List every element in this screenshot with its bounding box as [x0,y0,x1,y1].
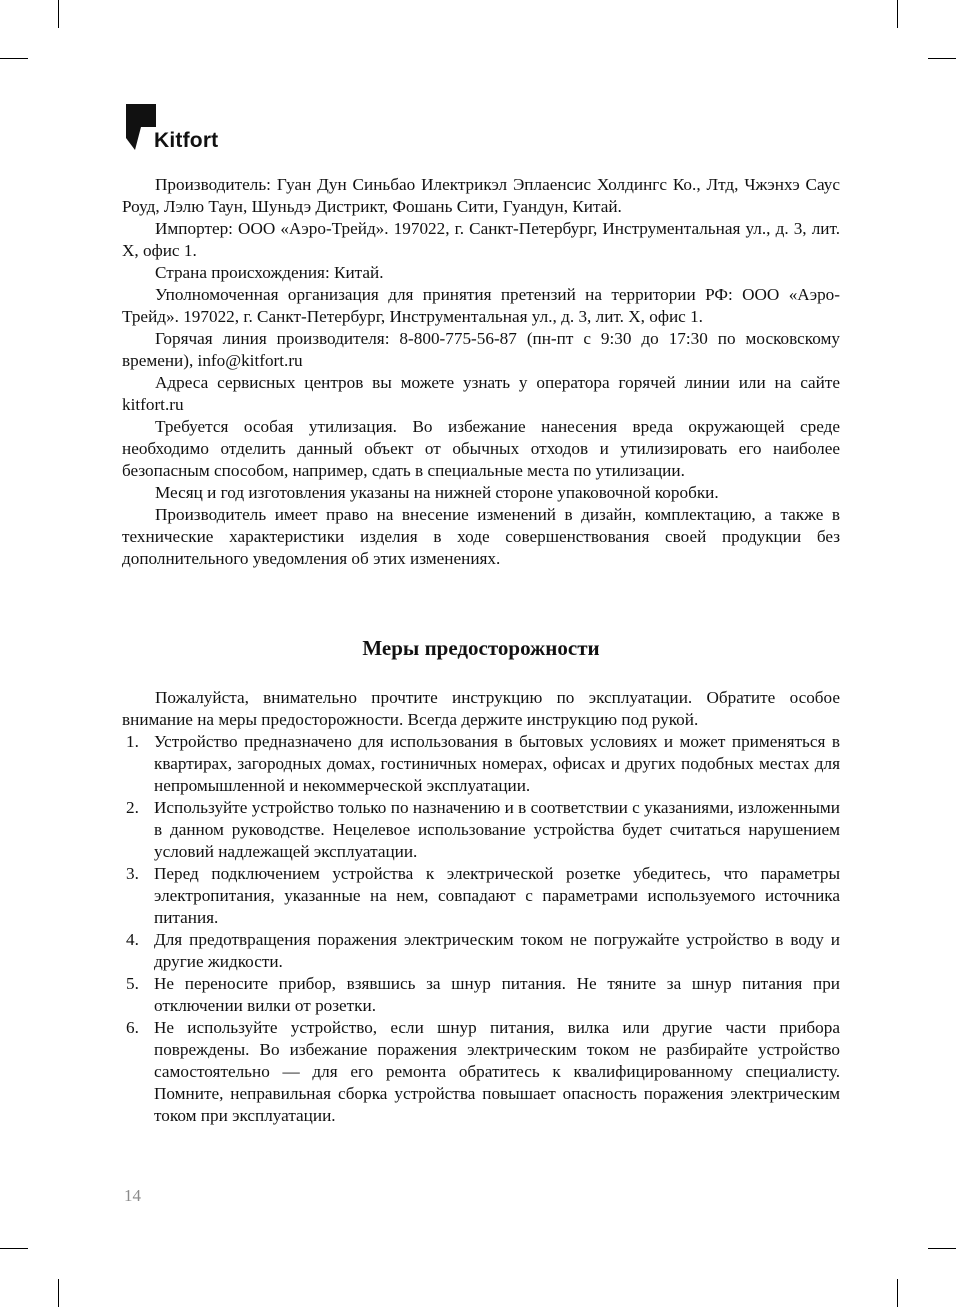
brand-logo [126,104,219,156]
list-item-text: Устройство предназначено для использования в бытовых условиях и может применяться в квартирах, загородных домах, гостиничных номерах, офисах и других подобных местах для непромышленной и некоммерческой эксплуатации. [154,732,840,795]
list-item-number: 4. [126,930,139,949]
importer-paragraph: Импортер: ООО «Аэро-Трейд». 197022, г. Санкт-Петербург, Инструментальная ул., д. 3, лит. Х, офис 1. [122,219,840,260]
page-content [122,174,840,1127]
section-intro: Пожалуйста, внимательно прочтите инструкцию по эксплуатации. Обратите особое внимание на меры предосторожности. Всегда держите инструкцию под рукой. [122,688,840,729]
list-item-text: Не переносите прибор, взявшись за шнур питания. Не тяните за шнур питания при отключении вилки от розетки. [154,974,840,1015]
disposal-paragraph: Требуется особая утилизация. Во избежание нанесения вреда окружающей среде необходимо отделить данный объект от обычных отходов и утилизировать его наиболее безопасным способом, например, сдать в специальные места по утилизации. [122,417,840,480]
country-paragraph: Страна происхождения: Китай. [155,263,384,282]
list-item [122,863,840,929]
authorized-org-paragraph: Уполномоченная организация для принятия претензий на территории РФ: ООО «Аэро-Трейд». 197022, г. Санкт-Петербург, Инструментальная ул., д. 3, лит. Х, офис 1. [122,285,840,326]
crop-mark-bottom-left [58,1279,59,1307]
changes-paragraph: Производитель имеет право на внесение изменений в дизайн, комплектацию, а также в технические характеристики изделия в ходе совершенствования своей продукции без дополнительного уведомления об этих изменениях. [122,505,840,568]
crop-mark-top-left [58,0,59,28]
kitfort-logo-icon [126,104,156,156]
list-item-number: 2. [126,798,139,817]
list-item-number: 6. [126,1018,139,1037]
list-item-number: 5. [126,974,139,993]
list-item-text: Используйте устройство только по назначению и в соответствии с указаниями, изложенными в данном руководстве. Нецелевое использование устройства будет считаться нарушением условий надлежащей эксплуатации. [154,798,840,861]
list-item-text: Перед подключением устройства к электрической розетке убедитесь, что параметры электропитания, указанные на нем, совпадают с параметрами используемого источника питания. [154,864,840,927]
crop-mark-right-top [928,58,956,59]
list-item-number: 3. [126,864,139,883]
crop-mark-bottom-right [897,1279,898,1307]
crop-mark-top-right [897,0,898,28]
list-item [122,973,840,1017]
list-item [122,731,840,797]
brand-name: Kitfort [154,129,219,152]
section-title: Меры предосторожности [362,636,600,660]
manufacture-date-paragraph: Месяц и год изготовления указаны на нижней стороне упаковочной коробки. [155,483,719,502]
list-item [122,797,840,863]
crop-mark-right-bottom [928,1248,956,1249]
list-item-text: Не используйте устройство, если шнур питания, вилка или другие части прибора повреждены. Во избежание поражения электрическим током не разбирайте устройство самостоятельно — для его ремонта обратитесь к квалифицированному специалисту. Помните, неправильная сборка устройства повышает опасность поражения электрическим током при эксплуатации. [154,1018,840,1125]
list-item-text: Для предотвращения поражения электрическим током не погружайте устройство в воду и другие жидкости. [154,930,840,971]
precautions-list [122,731,840,1127]
list-item-number: 1. [126,732,139,751]
page-number: 14 [124,1186,141,1205]
service-centers-paragraph: Адреса сервисных центров вы можете узнать у оператора горячей линии или на сайте kitfort.ru [122,373,840,414]
manufacturer-paragraph: Производитель: Гуан Дун Синьбао Илектрикэл Эплаенсис Холдингс Ко., Лтд, Чжэнхэ Саус Роуд, Лэлю Таун, Шуньдэ Дистрикт, Фошань Сити, Гуандун, Китай. [122,175,840,216]
crop-mark-left-bottom [0,1248,28,1249]
crop-mark-left-top [0,58,28,59]
list-item [122,1017,840,1127]
hotline-paragraph: Горячая линия производителя: 8-800-775-56-87 (пн-пт с 9:30 до 17:30 по московскому времени), info@kitfort.ru [122,329,840,370]
list-item [122,929,840,973]
